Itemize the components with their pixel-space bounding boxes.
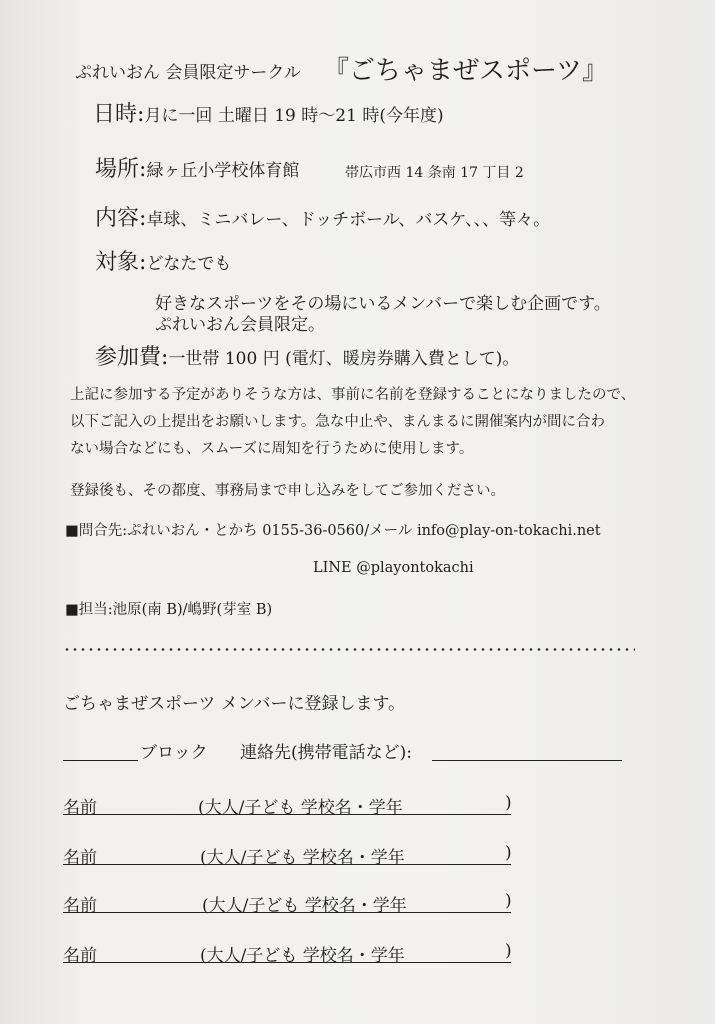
fee-value: 一世帯 100 円 (電灯、暖房券購入費として)。 xyxy=(168,349,520,369)
fee-row: 参加費:一世帯 100 円 (電灯、暖房券購入費として)。 xyxy=(95,345,520,370)
place-value: 緑ヶ丘小学校体育館 xyxy=(146,161,300,181)
target-description-2: ぷれいおん会員限定。 xyxy=(155,315,325,335)
datetime-label: 日時 xyxy=(93,102,138,127)
target-value: どなたでも xyxy=(146,254,232,274)
datetime-row: 日時:月に一回 土曜日 19 時～21 時(今年度) xyxy=(93,102,444,127)
notice-line-2: 以下ご記入の上提出をお願いします。急な中止や、まんまるに開催案内が間に合わ xyxy=(70,414,606,430)
person-detail-label: (大人/子ども 学校名・学年 xyxy=(200,848,405,868)
target-label: 対象 xyxy=(95,250,140,275)
org-prefix: ぷれいおん 会員限定サークル xyxy=(75,63,301,83)
place-address: 帯広市西 14 条南 17 丁目 2 xyxy=(345,165,524,181)
target-row: 対象:どなたでも xyxy=(95,250,232,275)
fee-label: 参加費 xyxy=(95,345,162,370)
close-paren: ) xyxy=(505,793,512,813)
content-row: 内容:卓球、ミニバレー、ドッチボール、バスケ、、、等々。 xyxy=(95,206,551,231)
datetime-value: 月に一回 土曜日 19 時～21 時(今年度) xyxy=(144,106,444,126)
place-label: 場所 xyxy=(95,157,140,182)
contact-blank-line[interactable] xyxy=(432,760,622,761)
close-paren: ) xyxy=(505,891,512,911)
target-description-1: 好きなスポーツをその場にいるメンバーで楽しむ企画です。 xyxy=(155,294,611,314)
dotted-cut-line xyxy=(63,648,635,651)
content-label: 内容 xyxy=(95,206,140,231)
name-label: 名前 xyxy=(63,946,97,966)
block-label: ブロック xyxy=(140,743,208,763)
notice-line-4: 登録後も、その都度、事務局まで申し込みをしてご参加ください。 xyxy=(70,483,505,499)
name-blank-line[interactable] xyxy=(63,864,511,865)
notice-line-3: ない場合などにも、スムーズに周知を行うために使用します。 xyxy=(70,441,474,457)
name-label: 名前 xyxy=(63,896,97,916)
inquiry-contact: ■問合先:ぷれいおん・とかち 0155-36-0560/メール info@play-on-tokachi.net xyxy=(65,523,601,539)
close-paren: ) xyxy=(505,941,512,961)
contact-label: 連絡先(携帯電話など): xyxy=(240,743,412,763)
person-detail-label: (大人/子ども 学校名・学年 xyxy=(200,946,405,966)
person-detail-label: (大人/子ども 学校名・学年 xyxy=(198,798,403,818)
page-title: 『ごちゃまぜスポーツ』 xyxy=(323,56,608,86)
block-blank-line[interactable] xyxy=(63,760,138,761)
person-detail-label: (大人/子ども 学校名・学年 xyxy=(202,896,407,916)
content-value: 卓球、ミニバレー、ドッチボール、バスケ、、、等々。 xyxy=(146,210,551,230)
staff-contact: ■担当:池原(南 B)/嶋野(芽室 B) xyxy=(65,602,273,618)
close-paren: ) xyxy=(505,843,512,863)
line-account: LINE @playontokachi xyxy=(313,560,474,576)
place-row: 場所:緑ヶ丘小学校体育館 xyxy=(95,157,300,182)
name-blank-line[interactable] xyxy=(63,912,511,913)
name-blank-line[interactable] xyxy=(63,814,511,815)
name-blank-line[interactable] xyxy=(63,962,511,963)
name-label: 名前 xyxy=(63,798,97,818)
name-label: 名前 xyxy=(63,848,97,868)
form-heading: ごちゃまぜスポーツ メンバーに登録します。 xyxy=(63,694,406,714)
notice-line-1: 上記に参加する予定がありそうな方は、事前に名前を登録することになりましたので、 xyxy=(70,387,636,403)
